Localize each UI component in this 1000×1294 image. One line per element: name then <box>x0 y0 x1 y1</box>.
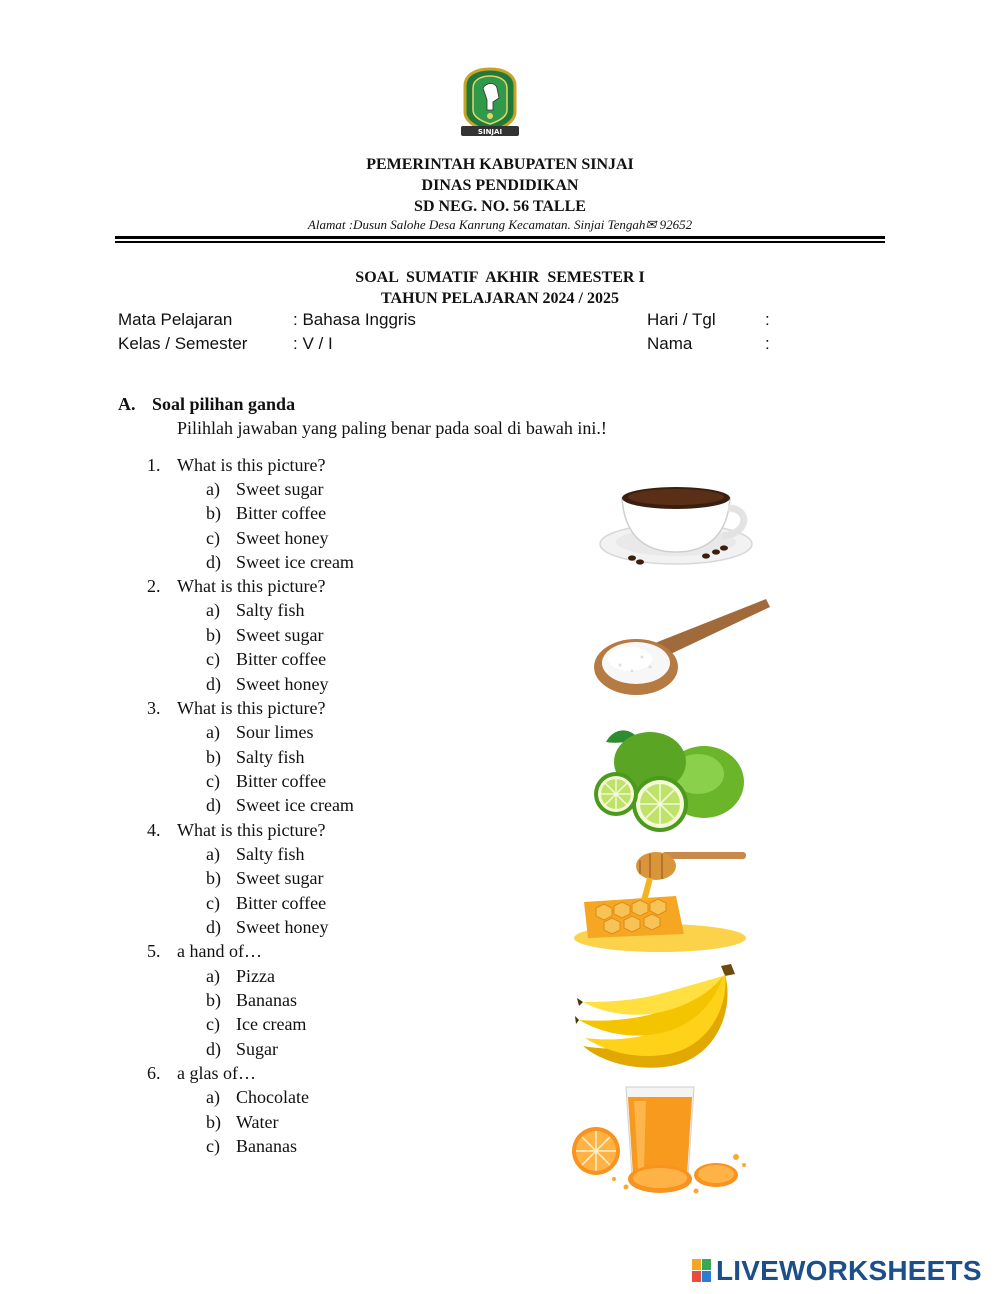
limes-icon <box>590 720 770 835</box>
school-address: Alamat :Dusun Salohe Desa Kanrung Kecamatan. Sinjai Tengah✉ 92652 <box>307 217 693 232</box>
option-6c[interactable] <box>206 1136 297 1157</box>
subject-label: Mata Pelajaran <box>118 310 233 329</box>
option-3a[interactable] <box>206 722 314 743</box>
option-text: Sweet ice cream <box>236 552 354 572</box>
option-4c[interactable] <box>206 893 326 914</box>
option-letter: c) <box>206 893 220 913</box>
option-letter: b) <box>206 625 221 645</box>
option-text: Pizza <box>236 966 275 986</box>
option-5d[interactable] <box>206 1039 278 1060</box>
coffee-cup-icon <box>588 478 760 578</box>
option-letter: b) <box>206 503 221 523</box>
option-text: Salty fish <box>236 844 305 864</box>
option-5c[interactable] <box>206 1014 306 1035</box>
option-text: Sweet honey <box>236 528 329 548</box>
question-number: 1. <box>147 455 161 475</box>
option-text: Sugar <box>236 1039 278 1059</box>
option-text: Bitter coffee <box>236 893 327 913</box>
question-number: 3. <box>147 698 161 718</box>
option-2c[interactable] <box>206 649 326 670</box>
option-letter: b) <box>206 1112 221 1132</box>
question-text: What is this picture? <box>177 698 326 718</box>
option-letter: b) <box>206 990 221 1010</box>
option-text: Sweet sugar <box>236 868 324 888</box>
option-letter: d) <box>206 917 221 937</box>
exam-year: TAHUN PELAJARAN 2024 / 2025 <box>381 290 619 307</box>
option-1b[interactable] <box>206 503 326 524</box>
option-letter: a) <box>206 1087 220 1107</box>
option-text: Sweet sugar <box>236 479 324 499</box>
sugar-spoon-icon <box>590 595 772 700</box>
liveworksheets-brand[interactable]: LIVEWORKSHEETS <box>716 1255 982 1286</box>
liveworksheets-logo-icon <box>692 1259 712 1288</box>
question-3 <box>147 698 325 719</box>
option-5a[interactable] <box>206 966 275 987</box>
option-letter: c) <box>206 528 220 548</box>
honey-icon <box>572 846 748 954</box>
option-text: Sweet honey <box>236 917 329 937</box>
option-text: Bitter coffee <box>236 649 327 669</box>
option-4a[interactable] <box>206 844 305 865</box>
option-letter: a) <box>206 844 220 864</box>
option-2d[interactable] <box>206 674 328 695</box>
option-text: Ice cream <box>236 1014 307 1034</box>
option-letter: b) <box>206 868 221 888</box>
exam-title: SOAL SUMATIF AKHIR SEMESTER I <box>355 269 645 286</box>
option-1c[interactable] <box>206 528 328 549</box>
option-1a[interactable] <box>206 479 323 500</box>
header-rule-thick <box>115 236 885 239</box>
header-rule-thin <box>115 241 885 243</box>
emblem-banner-text: SINJAI <box>477 128 503 136</box>
option-letter: c) <box>206 771 220 791</box>
option-text: Water <box>236 1112 279 1132</box>
option-6a[interactable] <box>206 1087 309 1108</box>
question-text: a glas of… <box>177 1063 256 1083</box>
option-6b[interactable] <box>206 1112 279 1133</box>
option-letter: a) <box>206 966 220 986</box>
option-text: Bananas <box>236 1136 297 1156</box>
section-title: Soal pilihan ganda <box>152 394 296 414</box>
option-5b[interactable] <box>206 990 297 1011</box>
option-letter: a) <box>206 600 220 620</box>
option-3c[interactable] <box>206 771 326 792</box>
option-4d[interactable] <box>206 917 328 938</box>
option-3b[interactable] <box>206 747 305 768</box>
option-letter: c) <box>206 1136 220 1156</box>
section-heading <box>118 394 295 415</box>
option-letter: d) <box>206 795 221 815</box>
date-value: : <box>765 310 770 329</box>
subject-value: : Bahasa Inggris <box>293 310 416 329</box>
orange-juice-icon <box>566 1083 756 1197</box>
option-letter: d) <box>206 674 221 694</box>
option-text: Bananas <box>236 990 297 1010</box>
name-value: : <box>765 334 770 353</box>
question-text: What is this picture? <box>177 576 326 596</box>
option-letter: a) <box>206 722 220 742</box>
option-letter: c) <box>206 649 220 669</box>
question-4 <box>147 820 325 841</box>
question-1 <box>147 455 325 476</box>
option-text: Salty fish <box>236 600 305 620</box>
section-instruction: Pilihlah jawaban yang paling benar pada soal di bawah ini.! <box>177 418 607 438</box>
option-2a[interactable] <box>206 600 305 621</box>
option-1d[interactable] <box>206 552 354 573</box>
option-text: Salty fish <box>236 747 305 767</box>
option-text: Bitter coffee <box>236 503 327 523</box>
option-text: Bitter coffee <box>236 771 327 791</box>
question-6 <box>147 1063 256 1084</box>
letterhead-line-1: PEMERINTAH KABUPATEN SINJAI <box>366 156 634 173</box>
option-letter: d) <box>206 1039 221 1059</box>
class-label: Kelas / Semester <box>118 334 248 353</box>
option-text: Chocolate <box>236 1087 309 1107</box>
option-3d[interactable] <box>206 795 354 816</box>
question-number: 4. <box>147 820 161 840</box>
bananas-icon <box>575 962 747 1074</box>
option-2b[interactable] <box>206 625 323 646</box>
option-letter: c) <box>206 1014 220 1034</box>
letterhead-line-2: DINAS PENDIDIKAN <box>421 177 579 194</box>
option-text: Sweet ice cream <box>236 795 354 815</box>
question-text: a hand of… <box>177 941 262 961</box>
question-2 <box>147 576 325 597</box>
letterhead-line-3: SD NEG. NO. 56 TALLE <box>414 198 586 215</box>
option-4b[interactable] <box>206 868 323 889</box>
option-text: Sweet sugar <box>236 625 324 645</box>
section-letter: A. <box>118 394 136 414</box>
question-text: What is this picture? <box>177 820 326 840</box>
option-text: Sweet honey <box>236 674 329 694</box>
option-letter: a) <box>206 479 220 499</box>
regency-emblem <box>455 66 525 140</box>
option-text: Sour limes <box>236 722 314 742</box>
question-number: 5. <box>147 941 161 961</box>
question-text: What is this picture? <box>177 455 326 475</box>
name-label: Nama <box>647 334 693 353</box>
class-value: : V / I <box>293 334 333 353</box>
option-letter: b) <box>206 747 221 767</box>
question-number: 2. <box>147 576 161 596</box>
option-letter: d) <box>206 552 221 572</box>
question-5 <box>147 941 262 962</box>
question-number: 6. <box>147 1063 161 1083</box>
date-label: Hari / Tgl <box>647 310 716 329</box>
